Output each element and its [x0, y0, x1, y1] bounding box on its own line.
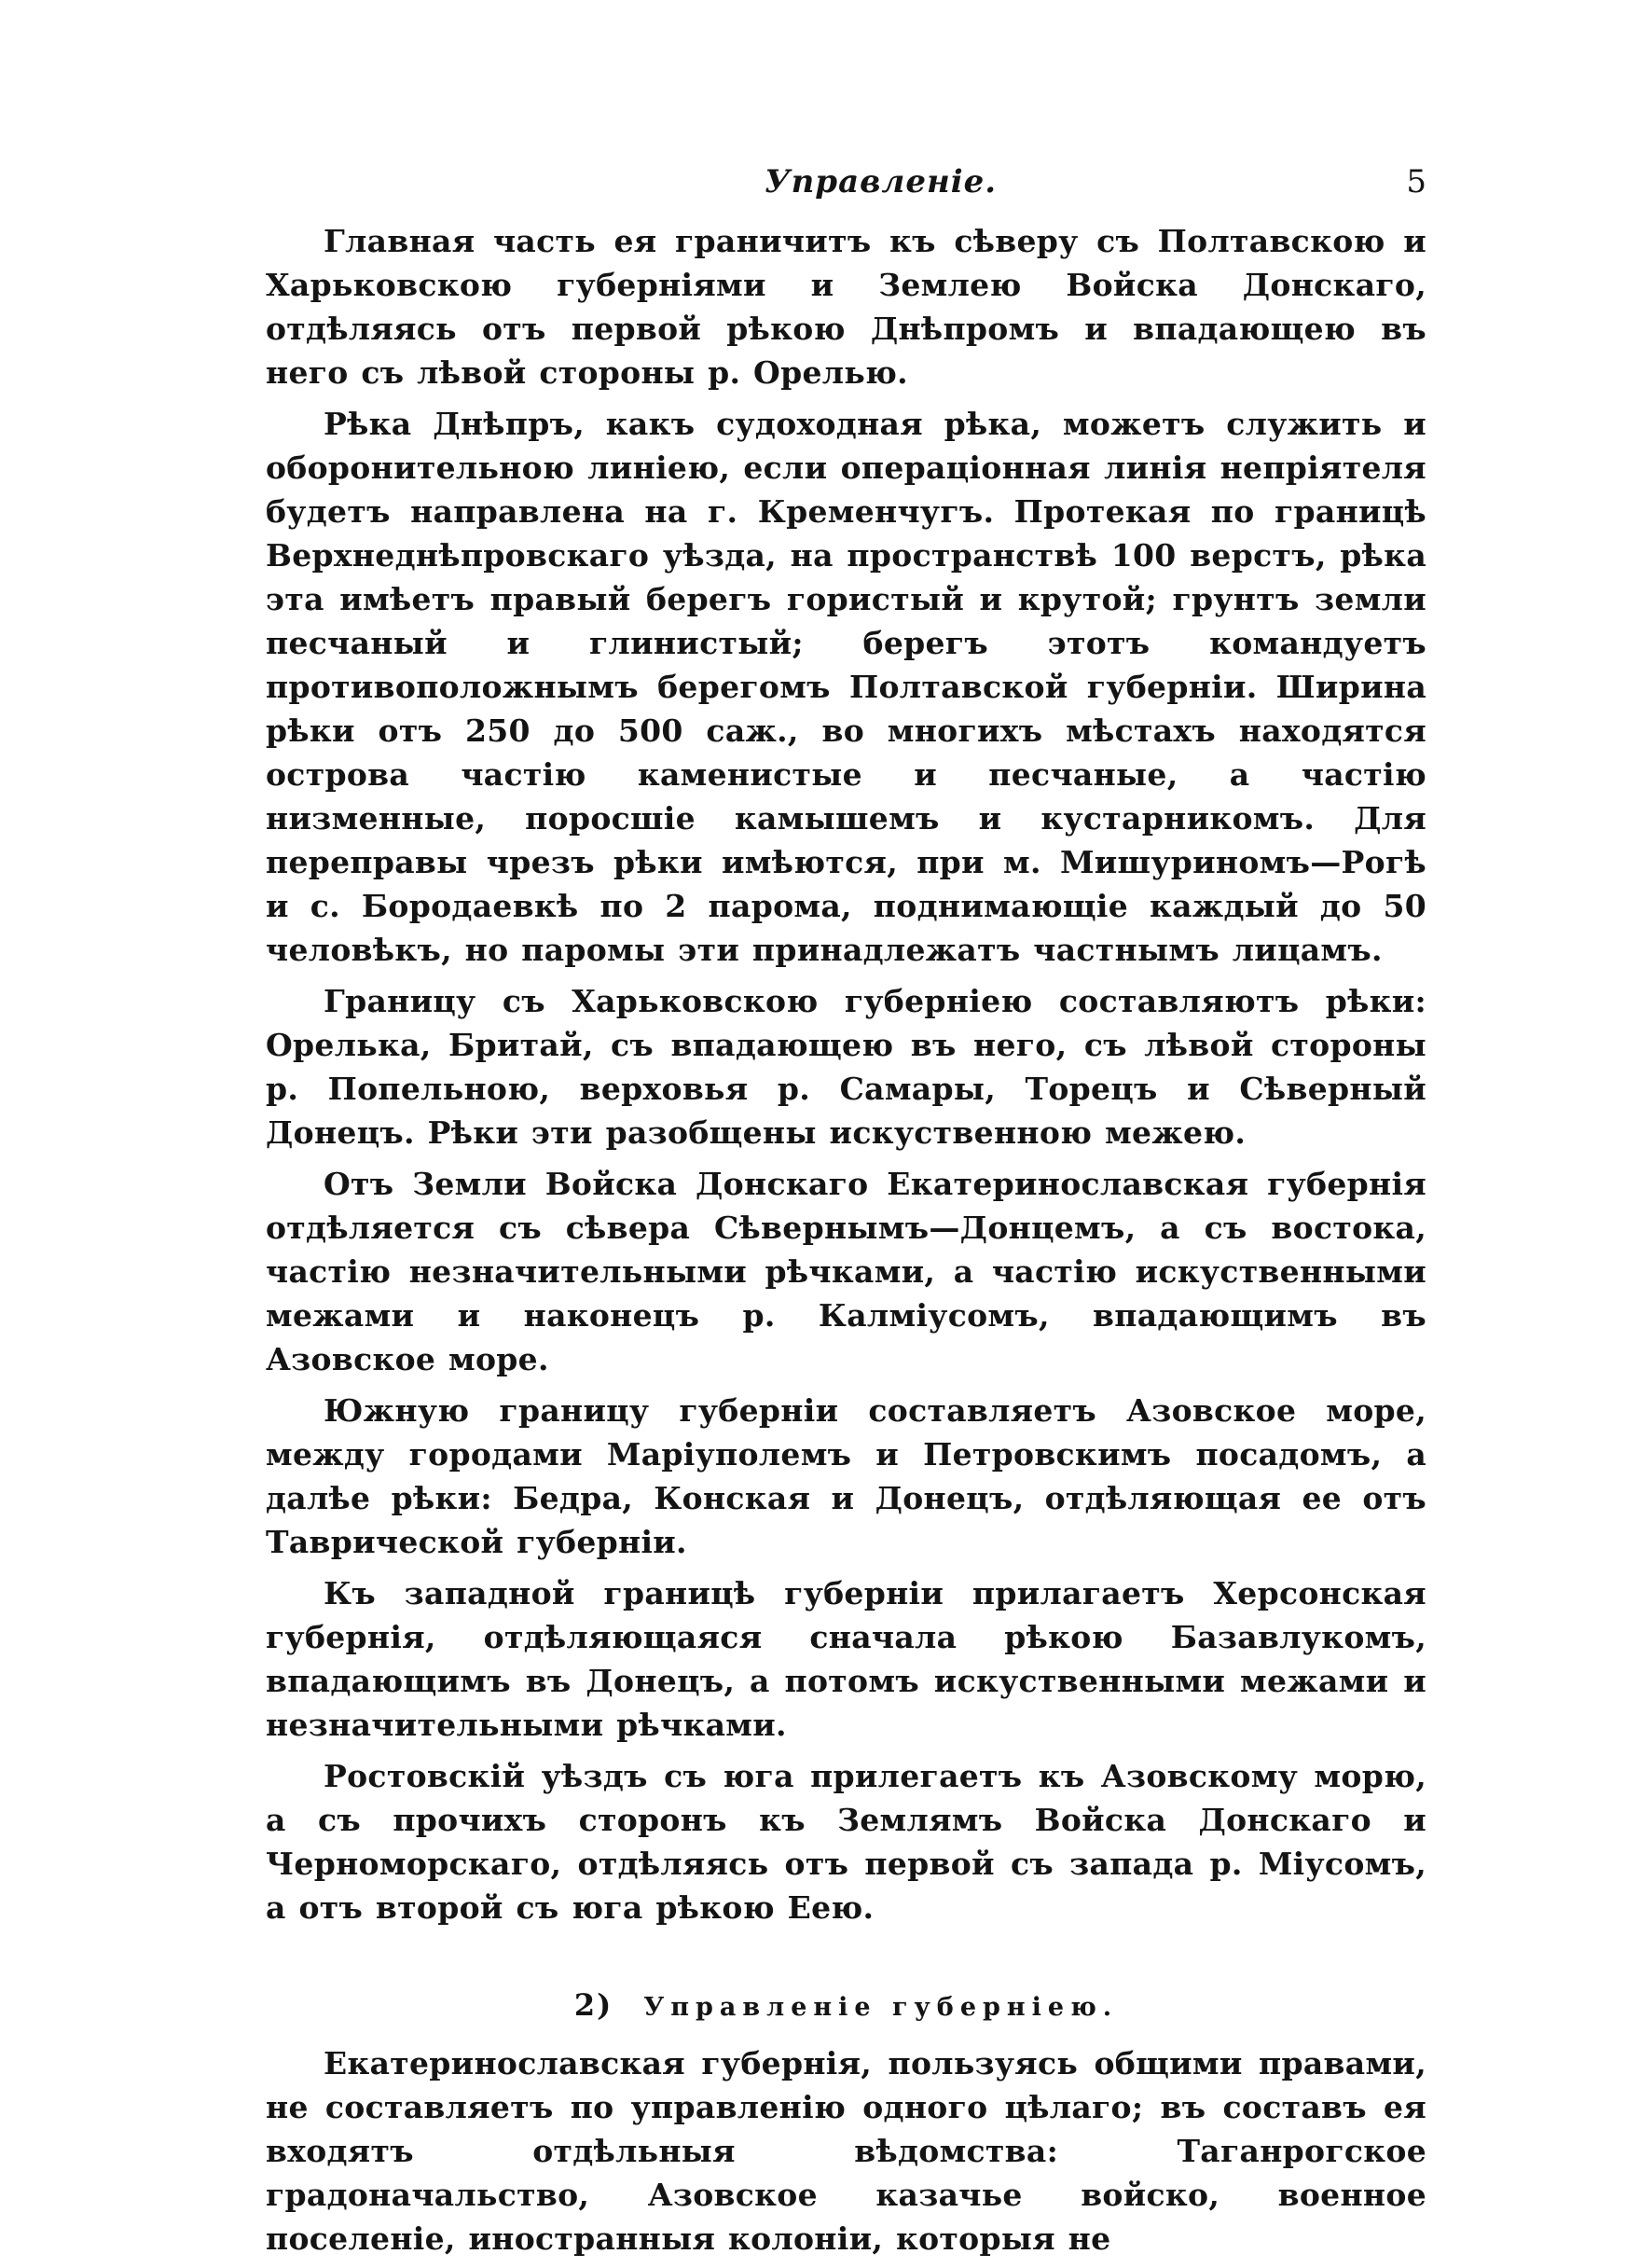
paragraph: Главная часть ея граничитъ къ сѣверу съ Полтавскою и Харьковскою губерніями и Землею Войска Донскаго, отдѣляясь отъ первой рѣкою Днѣпромъ и впадающею въ него съ лѣвой стороны р. Орелью.: [266, 223, 1426, 391]
section-title: Управленіе губерніею.: [643, 1993, 1119, 2022]
paragraph: Къ западной границѣ губерніи прилагаетъ Херсонская губернія, отдѣляющаяся сначала рѣкою Базавлукомъ, впадающимъ въ Донецъ, а потомъ искуственными межами и незначительными рѣчками.: [266, 1575, 1426, 1743]
page-number: 5: [1406, 163, 1426, 201]
running-head: [266, 163, 1426, 219]
paragraph: Рѣка Днѣпръ, какъ судоходная рѣка, можетъ служить и оборонительною линіею, если операціонная линія непріятеля будетъ направлена на г. Кременчугъ. Протекая по границѣ Верхнеднѣпровскаго уѣзда, на пространствѣ 100 верстъ, рѣка эта имѣетъ правый берегъ гористый и крутой; грунтъ земли песчаный и глинистый; берегъ этотъ командуетъ противоположнымъ берегомъ Полтавской губерніи. Ширина рѣки отъ 250 до 500 саж., во многихъ мѣстахъ находятся острова частію каменистые и песчаные, а частію низменные, поросшіе камышемъ и кустарникомъ. Для переправы чрезъ рѣки имѣются, при м. Мишуриномъ—Рогѣ и с. Бородаевкѣ по 2 парома, поднимающіе каждый до 50 человѣкъ, но паромы эти принадлежатъ частнымъ лицамъ.: [266, 406, 1426, 968]
running-title: Управленіе.: [765, 163, 998, 201]
paragraph: Отъ Земли Войска Донскаго Екатеринославская губернія отдѣляется съ сѣвера Сѣвернымъ—Донцемъ, а съ востока, частію незначительными рѣчками, а частію искуственными межами и наконецъ р. Калміусомъ, впадающимъ въ Азовское море.: [266, 1166, 1426, 1377]
paragraph: Ростовскій уѣздъ съ юга прилегаетъ къ Азовскому морю, а съ прочихъ сторонъ къ Землямъ Войска Донскаго и Черноморскаго, отдѣляясь отъ первой съ запада р. Міусомъ, а отъ второй съ юга рѣкою Еею.: [266, 1758, 1426, 1926]
document-page: [266, 163, 1426, 2268]
closing-paragraph: Екатеринославская губернія, пользуясь общими правами, не составляетъ по управленію одного цѣлаго; въ составъ ея входятъ отдѣльныя вѣдомства: Таганрогское градоначальство, Азовское казачье войско, военное поселеніе, иностранныя колоніи, которыя не: [266, 2045, 1426, 2257]
section-heading: [266, 1987, 1426, 2023]
section-number: 2): [573, 1987, 613, 2023]
paragraph: Южную границу губерніи составляетъ Азовское море, между городами Маріуполемъ и Петровскимъ посадомъ, а далѣе рѣки: Бедра, Конская и Донецъ, отдѣляющая ее отъ Таврической губерніи.: [266, 1392, 1426, 1560]
paragraph: Границу съ Харьковскою губерніею составляютъ рѣки: Орелька, Бритай, съ впадающею въ него, съ лѣвой стороны р. Попельною, верховья р. Самары, Торецъ и Сѣверный Донецъ. Рѣки эти разобщены искуственною межею.: [266, 983, 1426, 1151]
